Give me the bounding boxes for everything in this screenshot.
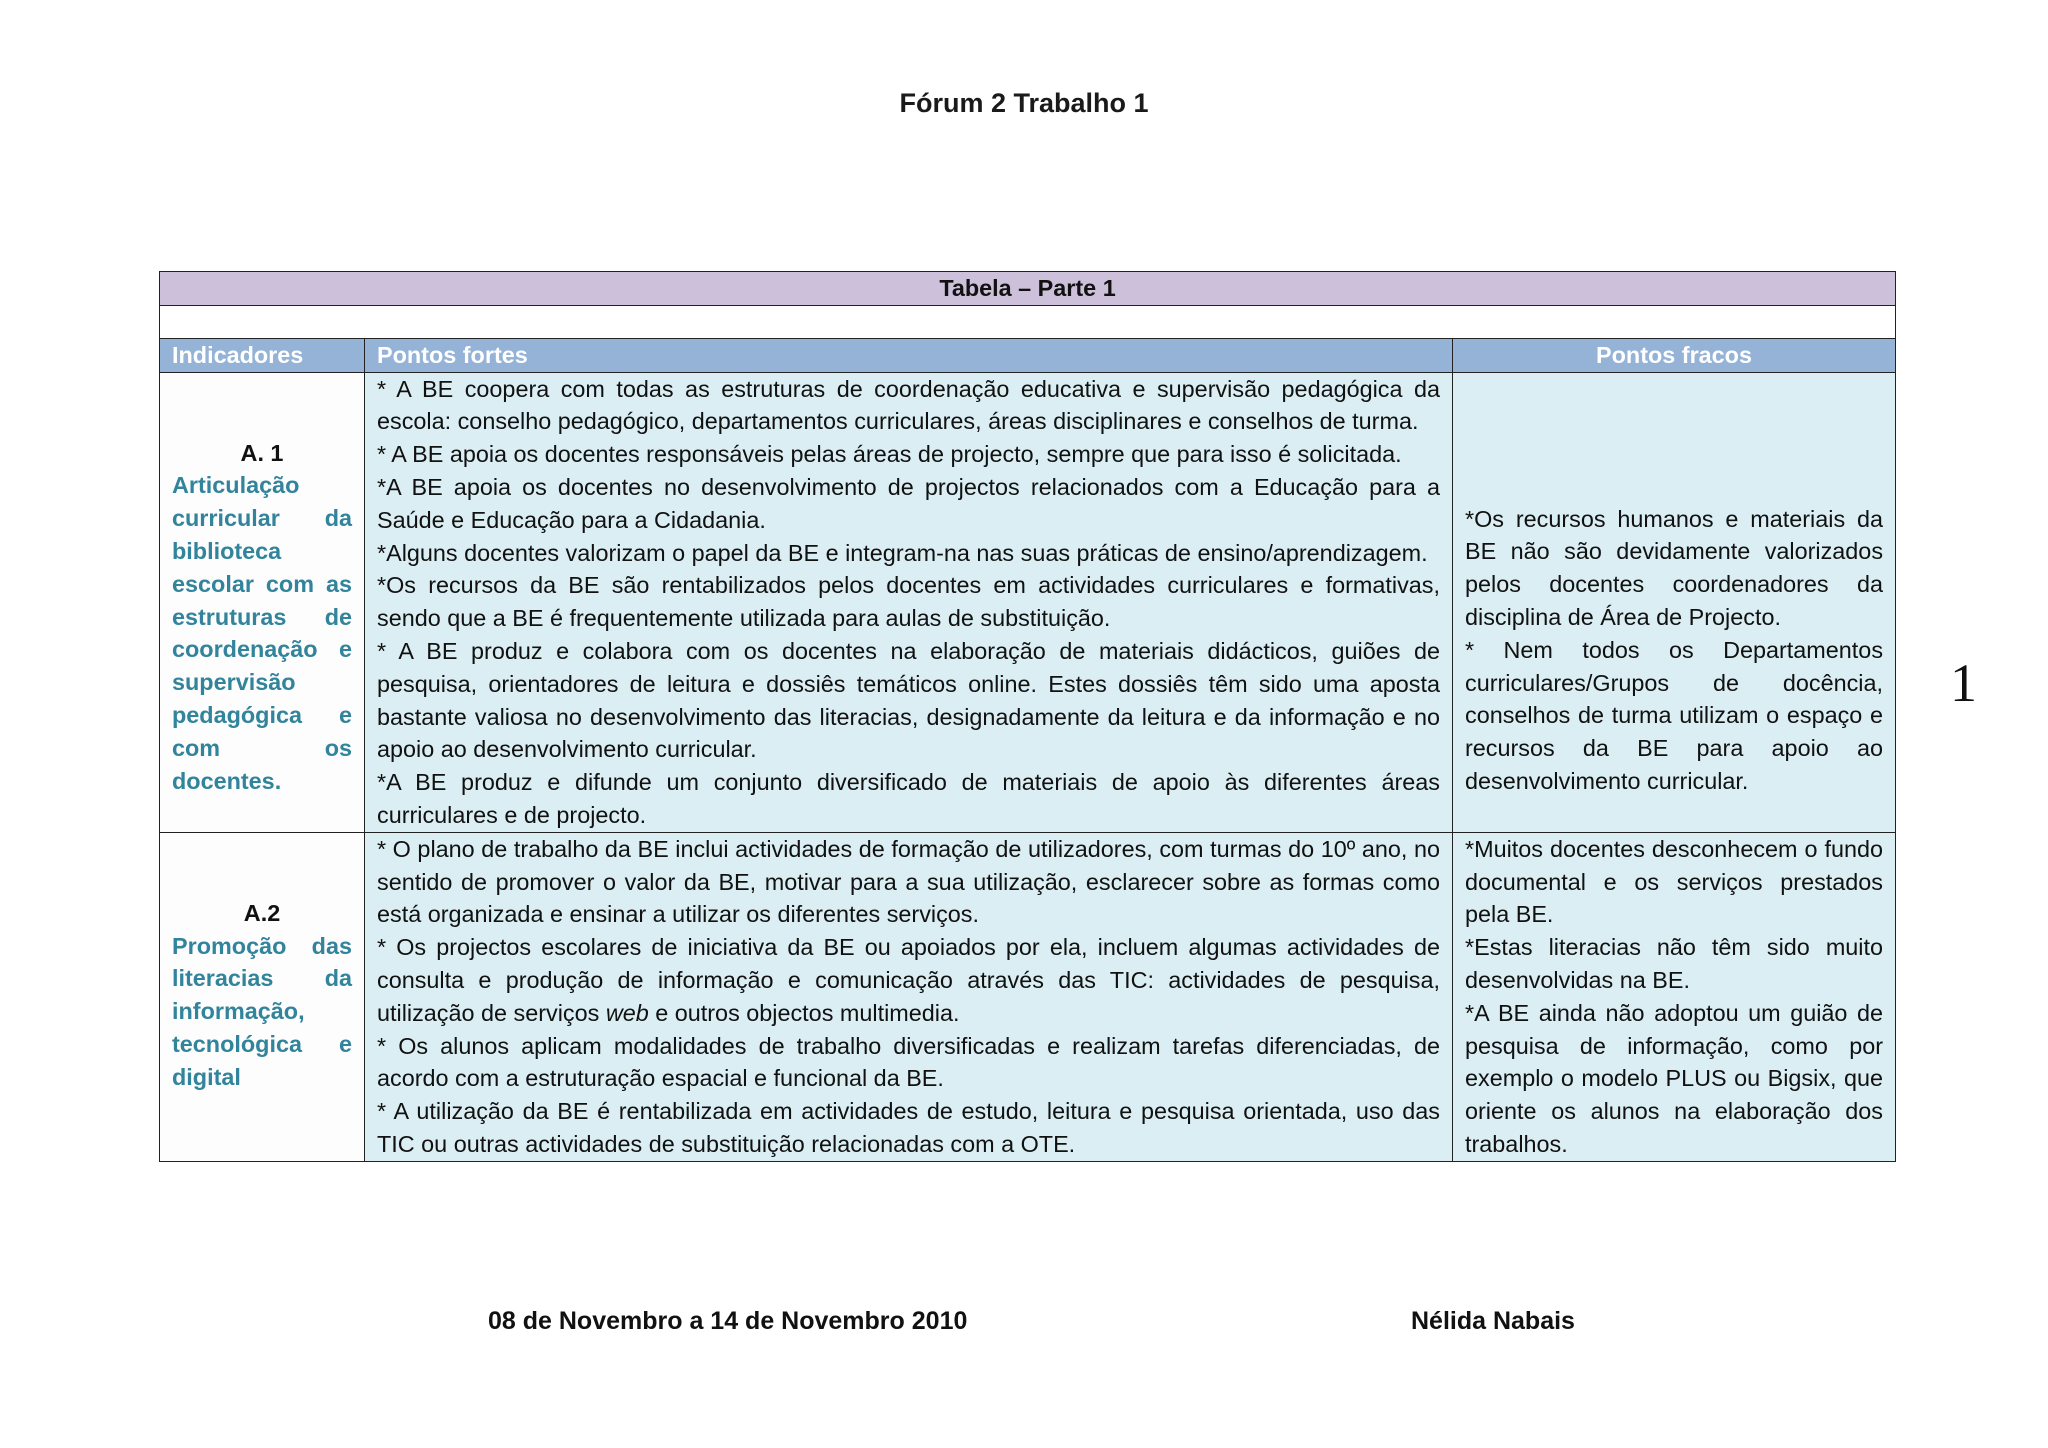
table-row [160,832,1896,1161]
weakness-item: *Muitos docentes desconhecem o fundo documental e os serviços prestados pela BE. [1465,835,1884,928]
table-caption: Tabela – Parte 1 [160,272,1896,306]
strengths-cell [365,372,1453,832]
strength-item [377,931,1440,1029]
header-strengths: Pontos fortes [365,338,1453,372]
weakness-item: *Estas literacias não têm sido muito desenvolvidas na BE. [1465,934,1884,993]
strength-item: *Alguns docentes valorizam o papel da BE e integram-na nas suas práticas de ensino/aprendizagem. [377,539,1428,566]
strength-item: *A BE produz e difunde um conjunto diversificado de materiais de apoio às diferentes áreas curriculares e de projecto. [377,769,1440,828]
weaknesses-cell [1453,832,1896,1161]
strength-item: *Os recursos da BE são rentabilizados pelos docentes em actividades curriculares e formativas, sendo que a BE é frequentemente utilizada para aulas de substituição. [377,572,1440,632]
indicator-cell [160,832,365,1161]
indicator-code: A.2 [243,899,281,926]
page-number: 1 [1950,653,1977,713]
strength-item: *A BE apoia os docentes no desenvolvimento de projectos relacionados com a Educação para a Saúde e Educação para a Cidadania. [377,473,1440,533]
header-indicators: Indicadores [160,338,365,372]
strength-item: * A BE produz e colabora com os docentes na elaboração de materiais didácticos, guiões de pesquisa, orientadores de leitura e dossiês temáticos online. Estes dossiês têm sido uma aposta bastante valiosa no desenvolvimento das literacias, designadamente da leitura e da informação e no apoio ao desenvolvimento curricular. [377,637,1440,763]
footer-author: Nélida Nabais [1411,1307,1575,1335]
strength-item: * Os alunos aplicam modalidades de trabalho diversificadas e realizam tarefas diferenciadas, de acordo com a estruturação espacial e funcional da BE. [377,1032,1440,1092]
table-header-row [160,338,1896,372]
strength-text: * Os projectos escolares de iniciativa da BE ou apoiados por ela, incluem algumas actividades de consulta e produção de informação e comunicação através das TIC: actividades de pesquisa, utilização de serviços [377,934,1440,1026]
strength-item: * O plano de trabalho da BE inclui actividades de formação de utilizadores, com turmas do 10º ano, no sentido de promover o valor da BE, motivar para a sua utilização, esclarecer sobre as formas como está organizada e ensinar a utilizar os diferentes serviços. [377,835,1440,928]
strength-text: e outros objectos multimedia. [648,999,960,1026]
indicator-code: A. 1 [240,439,284,466]
assessment-table [159,271,1896,1162]
weaknesses-cell [1453,372,1896,832]
strength-item: * A BE coopera com todas as estruturas de coordenação educativa e supervisão pedagógica da escola: conselho pedagógico, departamentos curriculares, áreas disciplinares e conselhos de turma. [377,375,1440,435]
strength-italic-text: web [605,999,649,1026]
document-title: Fórum 2 Trabalho 1 [899,88,1149,118]
blank-cell [160,305,1896,338]
weakness-item: *A BE ainda não adoptou um guião de pesquisa de informação, como por exemplo o modelo PLUS ou Bigsix, que oriente os alunos na elaboração dos trabalhos. [1465,999,1884,1157]
weakness-item: *Os recursos humanos e materiais da BE não são devidamente valorizados pelos docentes coordenadores da disciplina de Área de Projecto. [1465,505,1884,630]
weakness-item: * Nem todos os Departamentos curriculares/Grupos de docência, conselhos de turma utilizam o espaço e recursos da BE para apoio ao desenvolvimento curricular. [1465,636,1884,794]
strengths-cell [365,832,1453,1161]
indicator-label: Promoção das literacias da informação, tecnológica e digital [172,932,352,1090]
strength-item: * A BE apoia os docentes responsáveis pelas áreas de projecto, sempre que para isso é solicitada. [377,441,1402,468]
table-blank-row [160,305,1896,338]
footer-date-range: 08 de Novembro a 14 de Novembro 2010 [488,1307,968,1335]
table-row [160,372,1896,832]
indicator-cell [160,372,365,832]
table-caption-row [160,272,1896,306]
header-weaknesses: Pontos fracos [1453,338,1896,372]
strength-item: * A utilização da BE é rentabilizada em actividades de estudo, leitura e pesquisa orientada, uso das TIC ou outras actividades de substituição relacionadas com a OTE. [377,1098,1440,1157]
indicator-label: Articulação curricular da biblioteca escolar com as estruturas de coordenação e supervisão pedagógica e com os docentes. [172,472,352,794]
